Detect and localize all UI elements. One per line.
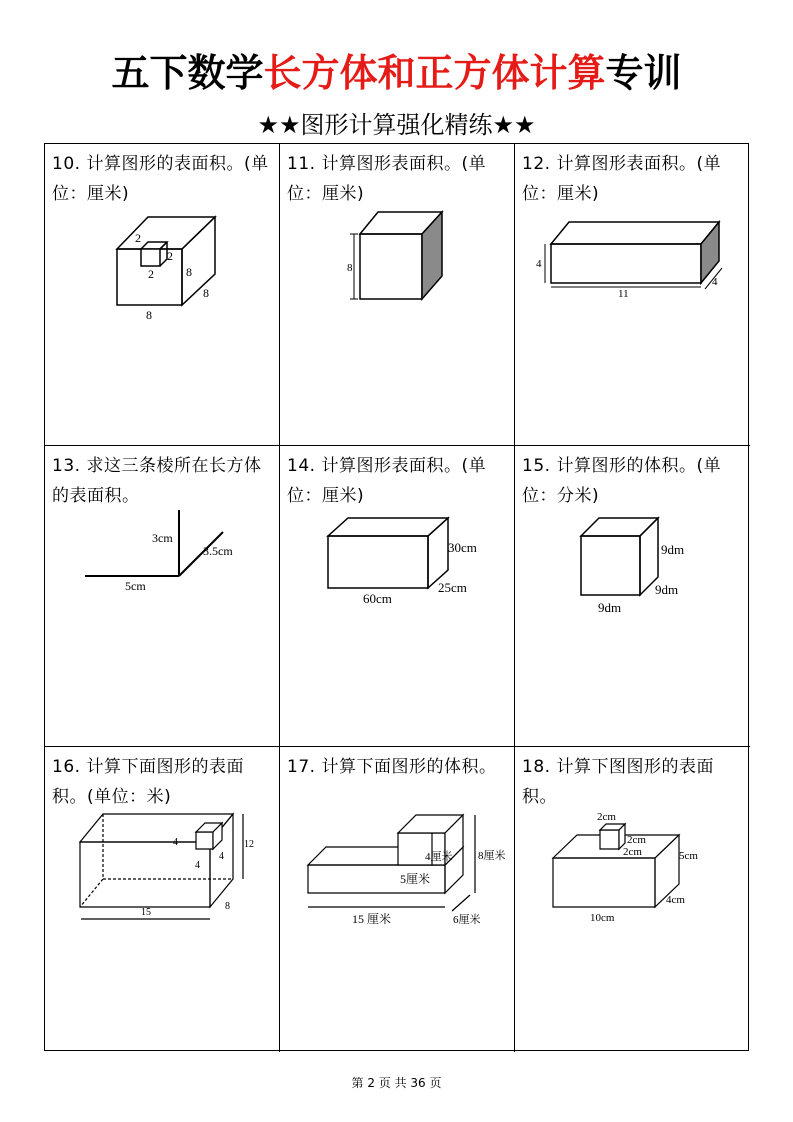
label-16-b: 4 <box>195 860 200 871</box>
label-18-e: 4cm <box>666 894 685 906</box>
label-16-f: 8 <box>225 901 230 912</box>
problem-14 <box>280 446 515 747</box>
problem-18 <box>515 747 750 1052</box>
page-footer: 第 2 页 共 36 页 <box>351 1076 442 1090</box>
problem-15-text: 15. 计算图形的体积。(单位：分米) <box>522 456 722 506</box>
figure-three-edges <box>45 446 280 747</box>
label-10-f: 8 <box>146 308 152 322</box>
figure-flat-cuboid <box>515 144 750 446</box>
figure-cube <box>280 144 515 446</box>
label-12-a: 4 <box>536 258 542 270</box>
label-14-b: 60cm <box>363 591 392 606</box>
label-18-f: 10cm <box>590 912 615 924</box>
problem-10 <box>45 144 280 446</box>
label-10-b: 2 <box>167 249 173 263</box>
label-14-a: 30cm <box>448 540 477 555</box>
label-15-c: 9dm <box>598 600 622 615</box>
problem-17-text: 17. 计算下面图形的体积。 <box>287 757 497 777</box>
label-16-d: 12 <box>244 839 254 850</box>
title-part-2: 长方体和正方体计算 <box>263 51 606 95</box>
problem-18-text: 18. 计算下图图形的表面积。 <box>522 757 714 807</box>
label-17-a: 4厘米 <box>425 851 453 863</box>
figure-combined-cuboids <box>280 747 515 1052</box>
label-13-a: 3cm <box>152 531 173 545</box>
problem-grid <box>44 143 749 1051</box>
label-15-b: 9dm <box>655 582 679 597</box>
label-18-b: 2cm <box>627 834 646 846</box>
label-16-e: 15 <box>141 907 151 918</box>
label-13-c: 5cm <box>125 579 146 593</box>
problem-11 <box>280 144 515 446</box>
label-18-d: 5cm <box>679 850 698 862</box>
label-12-c: 4 <box>712 276 718 288</box>
label-16-c: 4 <box>219 851 224 862</box>
label-14-c: 25cm <box>438 580 467 595</box>
label-11-a: 8 <box>347 262 353 274</box>
figure-cuboid-with-notch <box>45 144 280 446</box>
figure-cuboid-cm <box>280 446 515 747</box>
label-10-d: 8 <box>186 265 192 279</box>
problem-11-text: 11. 计算图形表面积。(单位：厘米) <box>287 154 487 204</box>
figure-cuboid-with-small-cube <box>515 747 750 1052</box>
problem-15 <box>515 446 750 747</box>
problem-16 <box>45 747 280 1052</box>
label-13-b: 3.5cm <box>203 544 233 558</box>
label-17-d: 15 厘米 <box>352 912 392 926</box>
title-part-1: 五下数学 <box>111 51 264 95</box>
label-18-c: 2cm <box>623 846 642 858</box>
label-17-c: 5厘米 <box>400 872 431 886</box>
problem-14-text: 14. 计算图形表面积。(单位：厘米) <box>287 456 487 506</box>
label-17-b: 8厘米 <box>478 850 506 862</box>
label-18-a: 2cm <box>597 811 616 823</box>
label-10-e: 8 <box>203 286 209 300</box>
problem-12 <box>515 144 750 446</box>
problem-13 <box>45 446 280 747</box>
label-10-a: 2 <box>135 231 141 245</box>
label-17-e: 6厘米 <box>453 914 481 926</box>
label-15-a: 9dm <box>661 542 685 557</box>
figure-cube-dm <box>515 446 750 747</box>
label-12-b: 11 <box>618 288 629 300</box>
title-part-3: 专训 <box>605 51 682 95</box>
page-subtitle: ★★图形计算强化精练★★ <box>257 111 536 139</box>
problem-12-text: 12. 计算图形表面积。(单位：厘米) <box>522 154 722 204</box>
problem-16-text: 16. 计算下面图形的表面积。(单位：米) <box>52 757 244 807</box>
figure-box-with-cube-cutout <box>45 747 280 1052</box>
problem-10-text: 10. 计算图形的表面积。(单位：厘米) <box>52 154 269 204</box>
page-title <box>0 48 793 98</box>
problem-17 <box>280 747 515 1052</box>
label-16-a: 4 <box>173 837 178 848</box>
problem-13-text: 13. 求这三条棱所在长方体的表面积。 <box>52 456 262 506</box>
label-10-c: 2 <box>148 267 154 281</box>
